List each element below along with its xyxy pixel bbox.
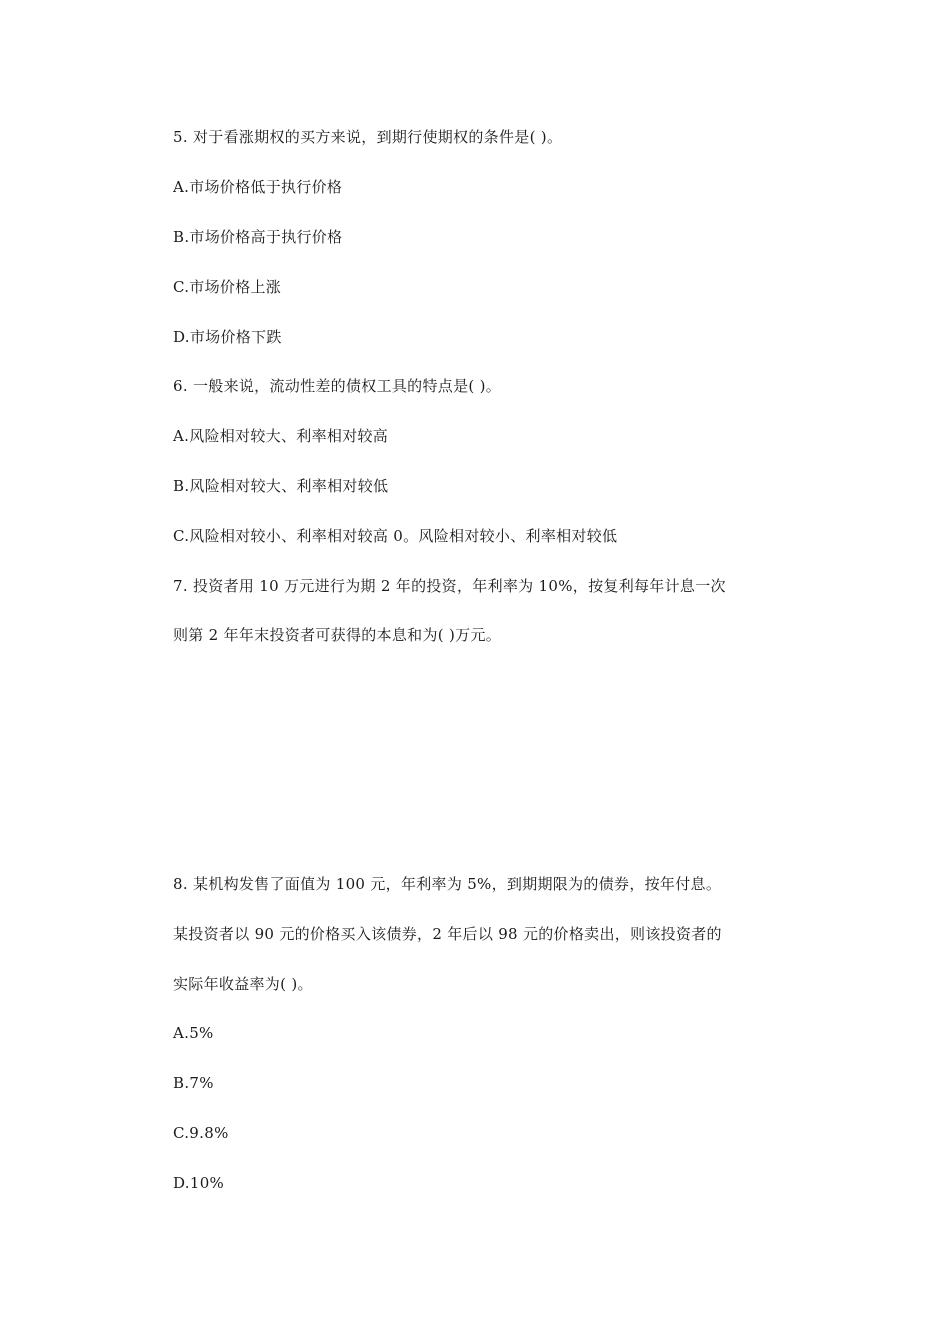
question-7-stem-line-1: 7. 投资者用 10 万元进行为期 2 年的投资，年利率为 10%，按复利每年计息一次 — [173, 577, 726, 595]
question-5-option-a: A.市场价格低于执行价格 — [173, 178, 343, 196]
question-8-option-d: D.10% — [173, 1174, 225, 1192]
question-5-option-c: C.市场价格上涨 — [173, 278, 282, 296]
question-5-option-b: B.市场价格高于执行价格 — [173, 228, 343, 246]
question-8-option-b: B.7% — [173, 1074, 214, 1092]
question-6-option-a: A.风险相对较大、利率相对较高 — [173, 427, 389, 445]
question-7-stem-line-2: 则第 2 年年末投资者可获得的本息和为( )万元。 — [173, 626, 502, 644]
question-8-stem-line-3: 实际年收益率为( )。 — [173, 975, 313, 993]
question-8-stem-line-2: 某投资者以 90 元的价格买入该债券，2 年后以 98 元的价格卖出，则该投资者的 — [173, 925, 722, 943]
question-8-option-a: A.5% — [173, 1024, 214, 1042]
question-5-option-d: D.市场价格下跌 — [173, 328, 282, 346]
question-5-stem: 5. 对于看涨期权的买方来说，到期行使期权的条件是( )。 — [173, 128, 563, 146]
question-6-option-b: B.风险相对较大、利率相对较低 — [173, 477, 389, 495]
question-6-option-c: C.风险相对较小、利率相对较高 0。风险相对较小、利率相对较低 — [173, 527, 618, 545]
question-6-stem: 6. 一般来说，流动性差的债权工具的特点是( )。 — [173, 377, 502, 395]
question-8-stem-line-1: 8. 某机构发售了面值为 100 元，年利率为 5%，到期期限为的债券，按年付息。 — [173, 875, 722, 893]
question-8-option-c: C.9.8% — [173, 1124, 229, 1142]
